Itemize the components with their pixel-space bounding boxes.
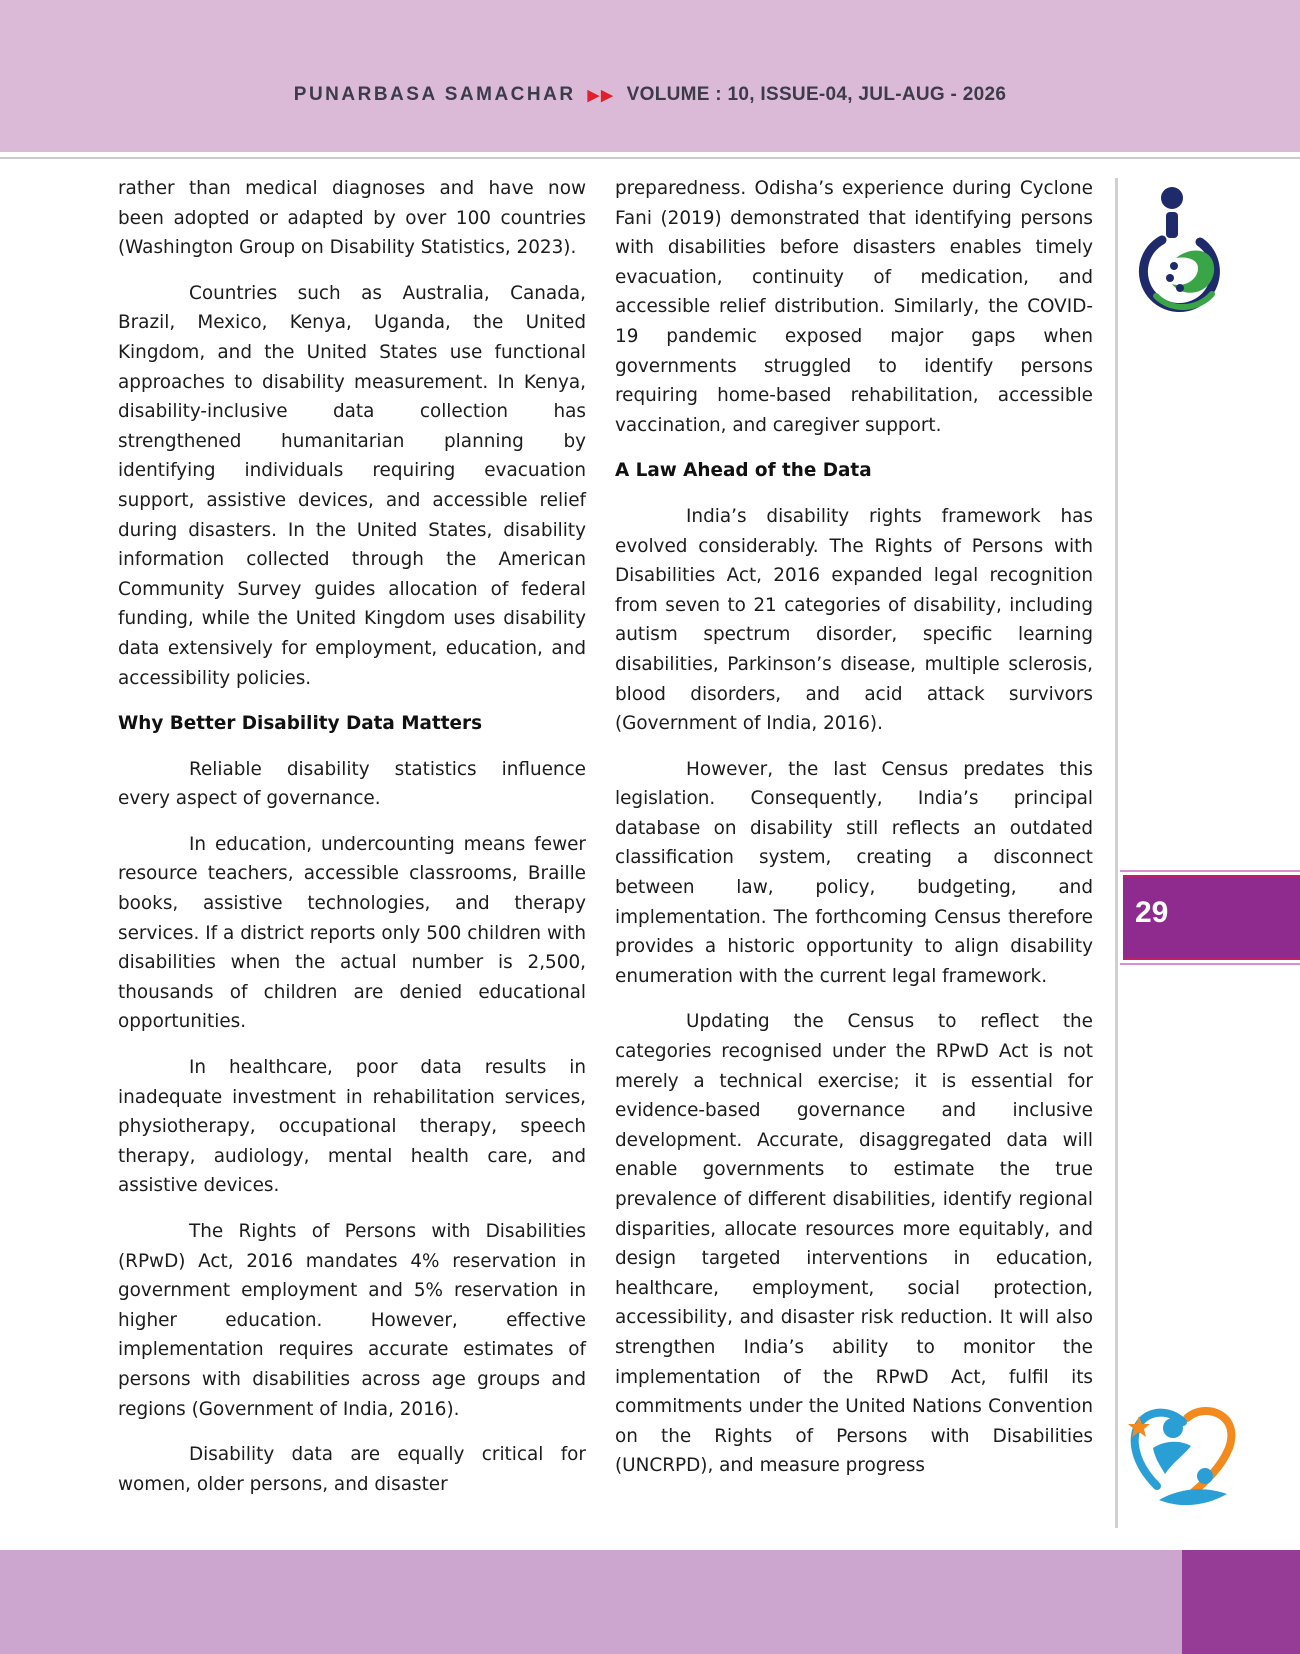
volume-issue: VOLUME : 10, ISSUE-04, JUL-AUG - 2026 — [626, 84, 1007, 105]
paragraph: Reliable disability statistics influence every aspect of governance. — [118, 758, 586, 810]
section-heading: Why Better Disability Data Matters — [118, 713, 483, 735]
inclusion-heart-logo-icon — [1125, 1400, 1245, 1520]
left-column — [118, 174, 586, 1515]
page-number-tab — [1123, 875, 1300, 960]
paragraph: The Rights of Persons with Disabilities (RPwD) Act, 2016 mandates 4% reservation in government employment and 5% reservation in higher education. However, effective implementation requires accurate estimates of persons with disabilities across age groups and regions (Government of India, 2016). — [118, 1221, 586, 1420]
header-band — [0, 0, 1300, 152]
paragraph: Countries such as Australia, Canada, Brazil, Mexico, Kenya, Uganda, the United Kingdom, and the United States use functional approaches to disability measurement. In Kenya, disability-inclusive data collection has strengthened humanitarian planning by identifying individuals requiring evacuation support, assistive devices, and accessible relief during disasters. In the United States, disability information collected through the American Community Survey guides allocation of federal funding, while the United Kingdom uses disability data extensively for employment, education, and accessibility policies. — [118, 282, 586, 689]
paragraph: rather than medical diagnoses and have now been adopted or adapted by over 100 countries (Washington Group on Disability Statistics, 2023). — [118, 178, 586, 259]
page-number: 29 — [1135, 896, 1169, 929]
right-column — [615, 174, 1093, 1497]
section-heading: A Law Ahead of the Data — [615, 460, 872, 482]
page-tab-rule-bottom — [1120, 963, 1300, 965]
paragraph: In education, undercounting means fewer resource teachers, accessible classrooms, Braille books, assistive technologies, and therapy services. If a district reports only 500 children with disabilities when the actual number is 2,500, thousands of children are denied educational opportunities. — [118, 833, 586, 1033]
paragraph: India’s disability rights framework has evolved considerably. The Rights of Persons with Disabilities Act, 2016 expanded legal recognition from seven to 21 categories of disability, including autism spectrum disorder, specific learning disabilities, Parkinson’s disease, multiple sclerosis, blood disorders, and acid attack survivors (Government of India, 2016). — [615, 505, 1093, 735]
page-tab-rule-top — [1120, 870, 1300, 872]
paragraph: In healthcare, poor data results in inadequate investment in rehabilitation services, physiotherapy, occupational therapy, speech therapy, audiology, mental health care, and assistive devices. — [118, 1057, 586, 1197]
publication-name: PUNARBASA SAMACHAR — [293, 84, 576, 105]
arrow-separator-icon: ▶▶ — [587, 87, 615, 104]
footer-band — [0, 1550, 1300, 1654]
margin-divider — [1115, 178, 1118, 1528]
header-rule — [0, 157, 1300, 159]
running-header — [0, 84, 1300, 106]
paragraph: Updating the Census to reflect the categories recognised under the RPwD Act is not merely a technical exercise; it is essential for evidence-based governance and inclusive development. Accurate, disaggregated data will enable governments to estimate the true prevalence of different disabilities, identify regional disparities, allocate resources more equitably, and design targeted interventions in education, healthcare, employment, social protection, accessibility, and disaster risk reduction. It will also strengthen India’s ability to monitor the implementation of the RPwD Act, fulfil its commitments under the United Nations Convention on the Rights of Persons with Disabilities (UNCRPD), and measure progress — [615, 1011, 1093, 1477]
paragraph: Disability data are equally critical for women, older persons, and disaster — [118, 1444, 586, 1495]
paragraph: However, the last Census predates this legislation. Consequently, India’s principal database on disability still reflects an outdated classification system, creating a disconnect between law, policy, budgeting, and implementation. The forthcoming Census therefore provides a historic opportunity to align disability enumeration with the current legal framework. — [615, 758, 1093, 987]
paragraph: preparedness. Odisha’s experience during Cyclone Fani (2019) demonstrated that identifying persons with disabilities before disasters enables timely evacuation, continuity of medication, and accessible relief distribution. Similarly, the COVID-19 pandemic exposed major gaps when governments struggled to identify persons requiring home-based rehabilitation, accessible vaccination, and caregiver support. — [615, 178, 1093, 436]
accessibility-wheelchair-logo-icon — [1132, 180, 1222, 330]
footer-accent-block — [1182, 1550, 1300, 1654]
header-divider — [0, 152, 1300, 155]
